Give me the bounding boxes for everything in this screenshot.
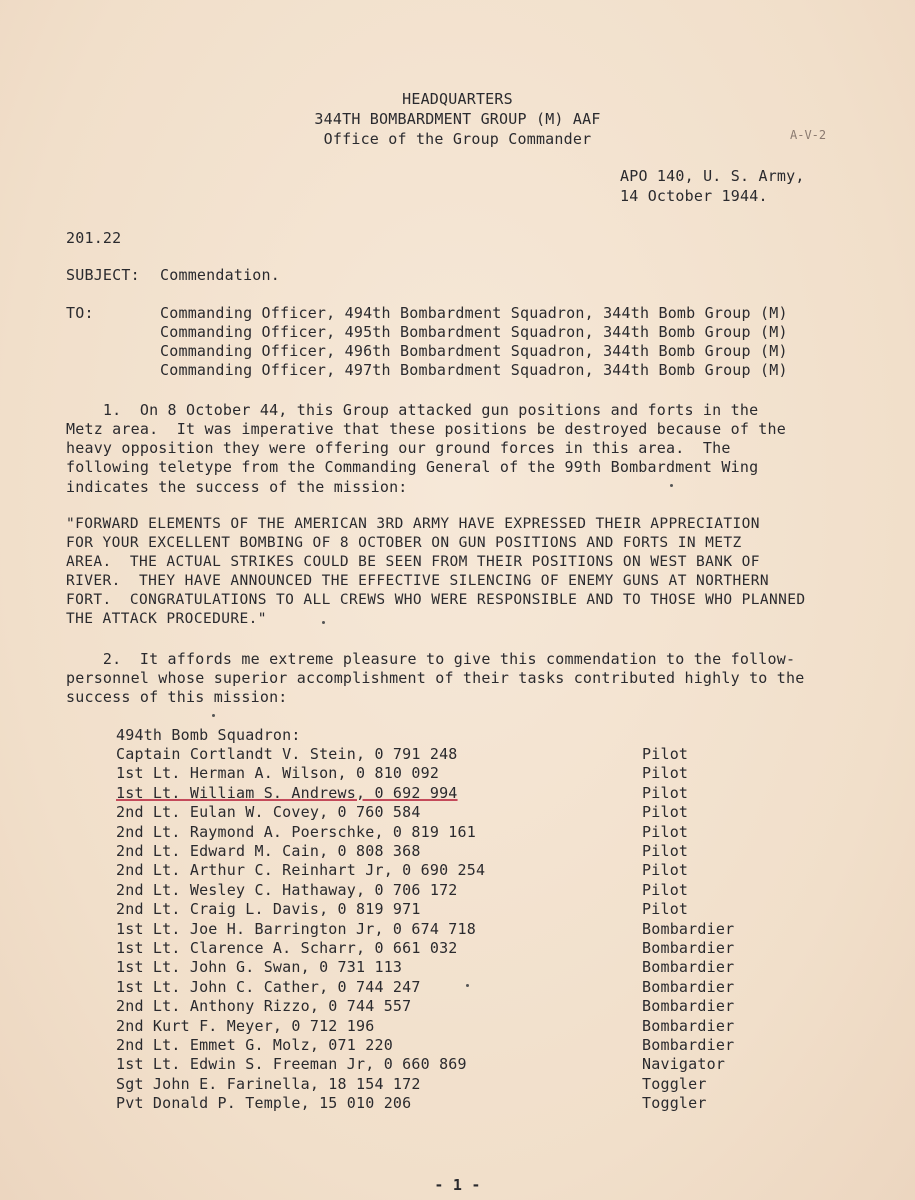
ink-speck: [466, 984, 469, 987]
letter-date: 14 October 1944.: [620, 187, 768, 205]
ink-speck: [212, 714, 215, 717]
personnel-name: 1st Lt. Edwin S. Freeman Jr, 0 660 869: [116, 1055, 467, 1073]
personnel-name: 2nd Lt. Craig L. Davis, 0 819 971: [116, 900, 421, 918]
subject-text: Commendation.: [160, 266, 280, 284]
subject-label: SUBJECT:: [66, 266, 140, 284]
personnel-role: Pilot: [642, 745, 689, 763]
teletype-line: THE ATTACK PROCEDURE.": [66, 611, 267, 627]
paragraph-1-line: Metz area. It was imperative that these positions be destroyed because of the: [66, 420, 786, 438]
personnel-name: 1st Lt. John G. Swan, 0 731 113: [116, 958, 403, 976]
personnel-role: Pilot: [642, 861, 689, 879]
teletype-line: FORT. CONGRATULATIONS TO ALL CREWS WHO WERE RESPONSIBLE AND TO THOSE WHO PLANNED: [66, 592, 806, 608]
header-group-name: 344TH BOMBARDMENT GROUP (M) AAF: [314, 110, 601, 128]
personnel-role: Pilot: [642, 842, 689, 860]
personnel-role: Bombardier: [642, 978, 735, 996]
teletype-line: FOR YOUR EXCELLENT BOMBING OF 8 OCTOBER ON GUN POSITIONS AND FORTS IN METZ: [66, 535, 742, 551]
personnel-name: 2nd Lt. Anthony Rizzo, 0 744 557: [116, 997, 412, 1015]
personnel-name: 2nd Lt. Raymond A. Poerschke, 0 819 161: [116, 823, 476, 841]
recipient-line: Commanding Officer, 496th Bombardment Squadron, 344th Bomb Group (M): [160, 342, 788, 360]
personnel-role: Navigator: [642, 1055, 726, 1073]
paragraph-2-line: personnel whose superior accomplishment of their tasks contributed highly to the: [66, 669, 805, 687]
paragraph-2-line: 2. It affords me extreme pleasure to give this commendation to the follow-: [66, 650, 796, 668]
personnel-role: Pilot: [642, 823, 689, 841]
personnel-name: 1st Lt. Herman A. Wilson, 0 810 092: [116, 764, 440, 782]
paragraph-1-line: 1. On 8 October 44, this Group attacked gun positions and forts in the: [66, 401, 759, 419]
header-headquarters: HEADQUARTERS: [402, 90, 513, 108]
recipient-line: Commanding Officer, 497th Bombardment Squadron, 344th Bomb Group (M): [160, 361, 788, 379]
personnel-role: Bombardier: [642, 920, 735, 938]
personnel-role: Pilot: [642, 900, 689, 918]
personnel-name: 2nd Lt. Emmet G. Molz, 071 220: [116, 1036, 393, 1054]
personnel-name: 1st Lt. Clarence A. Scharr, 0 661 032: [116, 939, 458, 957]
personnel-name: 2nd Kurt F. Meyer, 0 712 196: [116, 1017, 375, 1035]
squadron-title: 494th Bomb Squadron:: [116, 726, 301, 744]
page-number: - 1 -: [434, 1176, 481, 1194]
personnel-name: 1st Lt. William S. Andrews, 0 692 994: [116, 784, 458, 802]
personnel-name: Sgt John E. Farinella, 18 154 172: [116, 1075, 421, 1093]
paragraph-1-line: indicates the success of the mission:: [66, 478, 408, 496]
apo-address: APO 140, U. S. Army,: [620, 167, 805, 185]
personnel-name: 1st Lt. John C. Cather, 0 744 247: [116, 978, 421, 996]
personnel-name: 2nd Lt. Wesley C. Hathaway, 0 706 172: [116, 881, 458, 899]
personnel-role: Pilot: [642, 803, 689, 821]
to-label: TO:: [66, 304, 94, 322]
personnel-name: 2nd Lt. Edward M. Cain, 0 808 368: [116, 842, 421, 860]
personnel-role: Bombardier: [642, 1017, 735, 1035]
personnel-role: Pilot: [642, 764, 689, 782]
personnel-name: 2nd Lt. Eulan W. Covey, 0 760 584: [116, 803, 421, 821]
teletype-line: AREA. THE ACTUAL STRIKES COULD BE SEEN FROM THEIR POSITIONS ON WEST BANK OF: [66, 554, 760, 570]
ink-speck: [670, 484, 673, 487]
personnel-role: Pilot: [642, 784, 689, 802]
paragraph-2-line: success of this mission:: [66, 688, 288, 706]
paragraph-1-line: heavy opposition they were offering our ground forces in this area. The: [66, 439, 731, 457]
personnel-name: 2nd Lt. Arthur C. Reinhart Jr, 0 690 254: [116, 861, 486, 879]
personnel-name: Captain Cortlandt V. Stein, 0 791 248: [116, 745, 458, 763]
recipient-line: Commanding Officer, 495th Bombardment Squadron, 344th Bomb Group (M): [160, 323, 788, 341]
header-office: Office of the Group Commander: [323, 130, 592, 148]
personnel-name: 1st Lt. Joe H. Barrington Jr, 0 674 718: [116, 920, 476, 938]
personnel-role: Toggler: [642, 1075, 707, 1093]
personnel-role: Bombardier: [642, 997, 735, 1015]
personnel-role: Pilot: [642, 881, 689, 899]
ink-speck: [322, 621, 325, 624]
paragraph-1-line: following teletype from the Commanding General of the 99th Bombardment Wing: [66, 458, 759, 476]
personnel-role: Bombardier: [642, 1036, 735, 1054]
teletype-line: RIVER. THEY HAVE ANNOUNCED THE EFFECTIVE SILENCING OF ENEMY GUNS AT NORTHERN: [66, 573, 769, 589]
personnel-name: Pvt Donald P. Temple, 15 010 206: [116, 1094, 412, 1112]
personnel-role: Toggler: [642, 1094, 707, 1112]
recipient-line: Commanding Officer, 494th Bombardment Squadron, 344th Bomb Group (M): [160, 304, 788, 322]
personnel-role: Bombardier: [642, 958, 735, 976]
file-number: 201.22: [66, 229, 122, 247]
corner-mark: A-V-2: [790, 128, 827, 142]
teletype-line: "FORWARD ELEMENTS OF THE AMERICAN 3RD ARMY HAVE EXPRESSED THEIR APPRECIATION: [66, 516, 760, 532]
personnel-role: Bombardier: [642, 939, 735, 957]
